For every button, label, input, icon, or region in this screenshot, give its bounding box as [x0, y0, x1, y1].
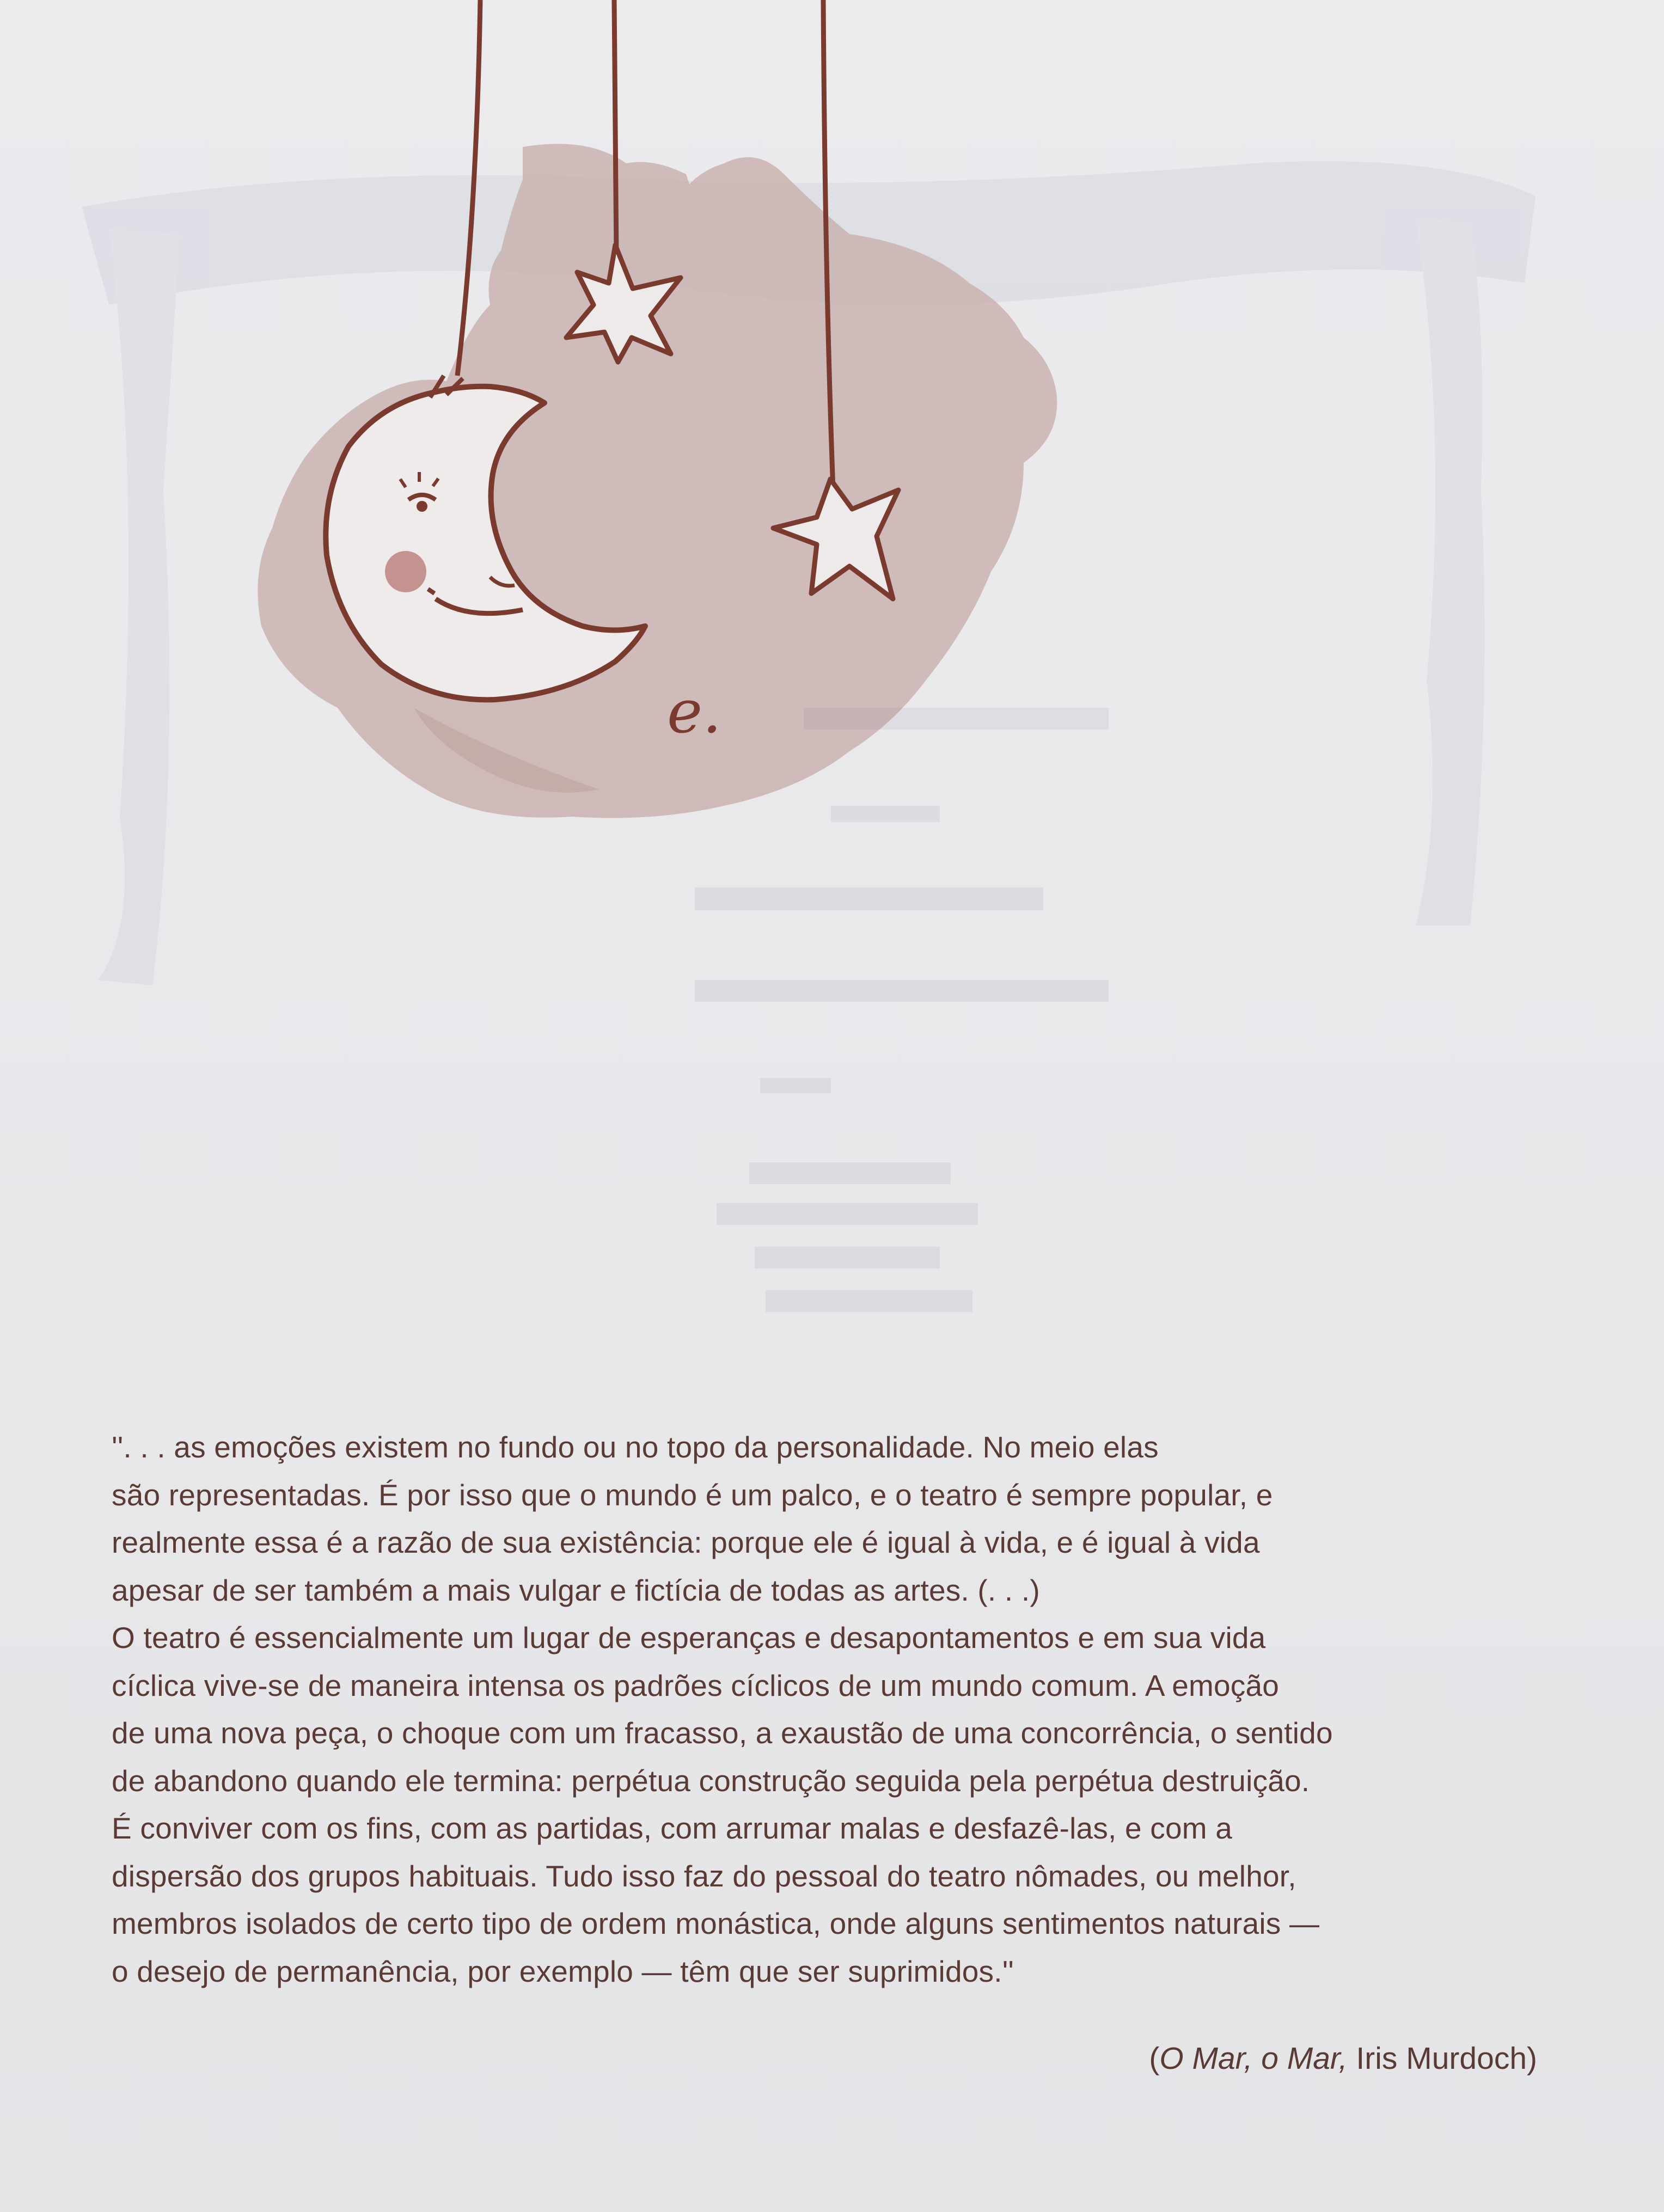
quote-line: membros isolados de certo tipo de ordem monástica, onde alguns sentimentos naturais — [112, 1907, 1320, 1940]
artist-signature: e. [667, 677, 722, 746]
attribution-open: ( [1149, 2041, 1160, 2076]
quote-line: ''. . . as emoções existem no fundo ou no topo da personalidade. No meio elas [112, 1430, 1159, 1464]
quote-line: realmente essa é a razão de sua existência: porque ele é igual à vida, e é igual à vida [112, 1525, 1260, 1559]
quote-line: apesar de ser também a mais vulgar e fictícia de todas as artes. (. . .) [112, 1573, 1040, 1607]
quote-line: O teatro é essencialmente um lugar de esperanças e desapontamentos e em sua vida [112, 1621, 1266, 1655]
quote-line: dispersão dos grupos habituais. Tudo isso faz do pessoal do teatro nômades, ou melhor, [112, 1859, 1296, 1893]
quote-line: É conviver com os fins, com as partidas, com arrumar malas e desfazê-las, e com a [112, 1811, 1233, 1845]
attribution-author: Iris Murdoch) [1347, 2041, 1537, 2076]
quote-line: são representadas. É por isso que o mundo é um palco, e o teatro é sempre popular, e [112, 1478, 1273, 1512]
quote-block [112, 1424, 1549, 1995]
quote-line: de uma nova peça, o choque com um fracasso, a exaustão de uma concorrência, o sentido [112, 1716, 1333, 1750]
quote-line: o desejo de permanência, por exemplo — têm que ser suprimidos.'' [112, 1954, 1014, 1988]
attribution [1149, 2041, 1537, 2076]
attribution-title: O Mar, o Mar, [1159, 2041, 1348, 2076]
quote-line: de abandono quando ele termina: perpétua construção seguida pela perpétua destruição. [112, 1763, 1310, 1798]
quote-line: cíclica vive-se de maneira intensa os padrões cíclicos de um mundo comum. A emoção [112, 1668, 1280, 1702]
